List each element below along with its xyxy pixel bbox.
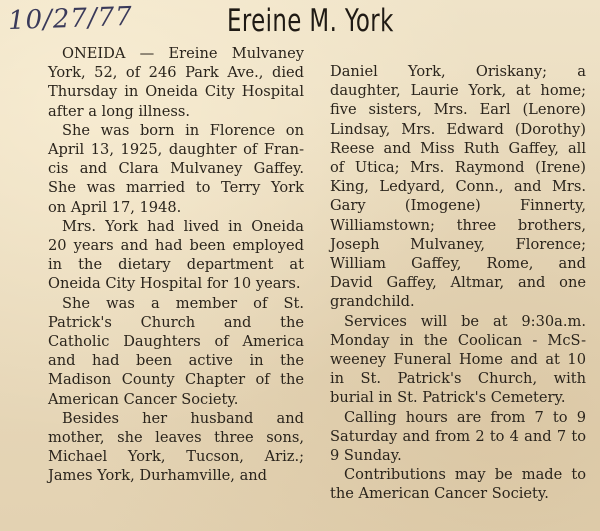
text-line: ONEIDA — Ereine Mulvaney bbox=[62, 45, 304, 62]
text-line: American Cancer Society. bbox=[48, 390, 239, 408]
text-line: after a long illness. bbox=[48, 102, 191, 120]
text-line: York, 52, of 246 Park Ave., died bbox=[48, 64, 304, 82]
text-line: Catholic Daughters of America bbox=[48, 333, 304, 351]
text-line: Thursday in Oneida City Hospital bbox=[48, 83, 304, 101]
obituary-paragraph bbox=[316, 408, 586, 466]
text-line: Joseph Mulvaney, Florence; bbox=[330, 235, 586, 253]
text-line: 20 years and had been employed bbox=[48, 237, 304, 255]
text-line: mother, she leaves three sons, bbox=[48, 429, 304, 447]
obituary-paragraph bbox=[34, 294, 304, 409]
left-column bbox=[34, 44, 304, 486]
text-line: James York, Durhamville, and bbox=[48, 467, 268, 485]
text-line: Services will be at 9:30a.m. bbox=[344, 312, 586, 330]
text-line: in St. Patrick's Church, with bbox=[330, 370, 586, 388]
text-line: William Gaffey, Rome, and bbox=[330, 255, 586, 273]
text-line: Besides her husband and bbox=[62, 409, 304, 427]
text-line: in the dietary department at bbox=[48, 256, 304, 274]
text-line: burial in St. Patrick's Cemetery. bbox=[330, 389, 566, 407]
text-line: Saturday and from 2 to 4 and 7 to bbox=[330, 427, 586, 445]
text-line: the American Cancer Society. bbox=[330, 485, 549, 503]
text-line: grandchild. bbox=[330, 293, 415, 311]
obituary-headline: Ereine M. York bbox=[227, 3, 394, 39]
text-line: 9 Sunday. bbox=[330, 447, 402, 465]
text-line: She was a member of St. bbox=[62, 294, 304, 312]
obituary-paragraph bbox=[316, 465, 586, 503]
obituary-paragraph bbox=[316, 312, 586, 408]
text-line: Michael York, Tucson, Ariz.; bbox=[48, 448, 304, 466]
text-line: daughter, Laurie York, at home; bbox=[330, 82, 586, 100]
text-line: Contributions may be made to bbox=[344, 466, 586, 484]
text-line: Patrick's Church and the bbox=[48, 313, 304, 331]
text-line: Gary (Imogene) Finnerty, bbox=[330, 197, 586, 215]
text-line: Oneida City Hospital for 10 years. bbox=[48, 275, 301, 293]
handwritten-date: 10/27/77 bbox=[7, 1, 134, 37]
obituary-paragraph bbox=[316, 62, 586, 312]
text-line: King, Ledyard, Conn., and Mrs. bbox=[330, 178, 586, 196]
text-line: April 13, 1925, daughter of Fran- bbox=[48, 141, 304, 159]
obituary-paragraph bbox=[34, 409, 304, 486]
obituary-paragraph bbox=[34, 121, 304, 217]
text-line: cis and Clara Mulvaney Gaffey. bbox=[48, 160, 304, 178]
text-line: Madison County Chapter of the bbox=[48, 371, 304, 389]
text-line: She was born in Florence on bbox=[62, 121, 304, 139]
obituary-paragraph bbox=[34, 44, 304, 121]
text-line: Lindsay, Mrs. Edward (Dorothy) bbox=[330, 120, 586, 138]
text-line: Mrs. York had lived in Oneida bbox=[62, 217, 304, 235]
text-line: She was married to Terry York bbox=[48, 179, 304, 197]
text-line: Monday in the Coolican - McS- bbox=[330, 331, 586, 349]
text-line: on April 17, 1948. bbox=[48, 198, 182, 216]
text-line: and had been active in the bbox=[48, 352, 304, 370]
text-line: of Utica; Mrs. Raymond (Irene) bbox=[330, 159, 586, 177]
text-line: Williamstown; three brothers, bbox=[330, 216, 586, 234]
text-line: weeney Funeral Home and at 10 bbox=[330, 351, 586, 369]
text-line: Reese and Miss Ruth Gaffey, all bbox=[330, 139, 586, 157]
text-line: Calling hours are from 7 to 9 bbox=[344, 408, 586, 426]
text-line: David Gaffey, Altmar, and one bbox=[330, 274, 586, 292]
text-line: five sisters, Mrs. Earl (Lenore) bbox=[330, 101, 586, 119]
obituary-paragraph bbox=[34, 217, 304, 294]
right-column bbox=[316, 62, 586, 504]
text-line: Daniel York, Oriskany; a bbox=[330, 63, 586, 80]
